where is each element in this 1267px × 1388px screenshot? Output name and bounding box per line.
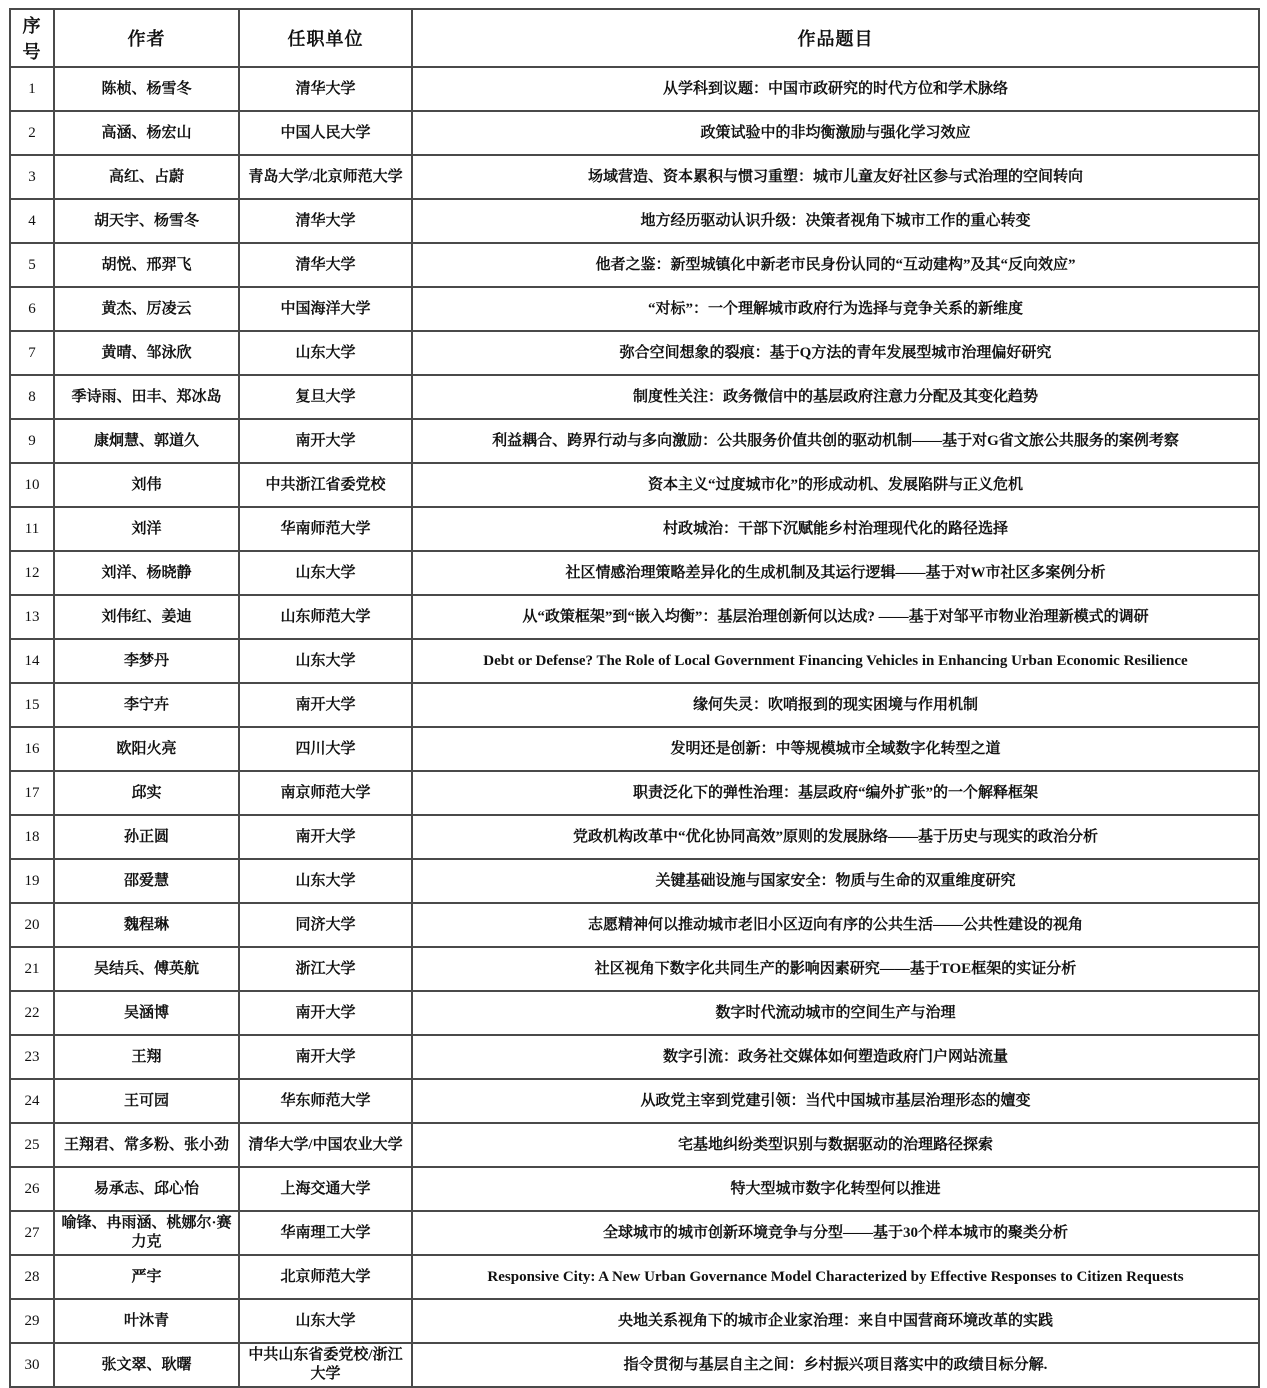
affiliation-cell: 山东大学 <box>239 551 412 595</box>
row-number-cell: 4 <box>10 199 54 243</box>
paper-title-cell: 从学科到议题：中国市政研究的时代方位和学术脉络 <box>412 67 1259 111</box>
row-number-cell: 20 <box>10 903 54 947</box>
authors-cell: 吴涵博 <box>54 991 239 1035</box>
row-number-cell: 18 <box>10 815 54 859</box>
table-row <box>10 1035 1259 1079</box>
authors-cell: 喻锋、冉雨涵、桃娜尔·赛力克 <box>54 1211 239 1255</box>
authors-cell: 易承志、邱心怡 <box>54 1167 239 1211</box>
authors-cell: 陈桢、杨雪冬 <box>54 67 239 111</box>
row-number-cell: 16 <box>10 727 54 771</box>
paper-title-cell: 党政机构改革中“优化协同高效”原则的发展脉络——基于历史与现实的政治分析 <box>412 815 1259 859</box>
paper-title-cell: “对标”：一个理解城市政府行为选择与竞争关系的新维度 <box>412 287 1259 331</box>
affiliation-cell: 南京师范大学 <box>239 771 412 815</box>
table-row <box>10 1255 1259 1299</box>
table-row <box>10 1343 1259 1387</box>
authors-cell: 王翔君、常多粉、张小劲 <box>54 1123 239 1167</box>
paper-title-cell: 特大型城市数字化转型何以推进 <box>412 1167 1259 1211</box>
affiliation-cell: 华南理工大学 <box>239 1211 412 1255</box>
affiliation-cell: 南开大学 <box>239 991 412 1035</box>
affiliation-cell: 南开大学 <box>239 419 412 463</box>
affiliation-cell: 四川大学 <box>239 727 412 771</box>
row-number-cell: 6 <box>10 287 54 331</box>
table-row <box>10 463 1259 507</box>
row-number-cell: 3 <box>10 155 54 199</box>
affiliation-cell: 南开大学 <box>239 1035 412 1079</box>
affiliation-cell: 清华大学/中国农业大学 <box>239 1123 412 1167</box>
table-row <box>10 683 1259 727</box>
affiliation-cell: 上海交通大学 <box>239 1167 412 1211</box>
affiliation-cell: 山东大学 <box>239 859 412 903</box>
row-number-cell: 26 <box>10 1167 54 1211</box>
row-number-cell: 9 <box>10 419 54 463</box>
table-row <box>10 1299 1259 1343</box>
paper-title-cell: 志愿精神何以推动城市老旧小区迈向有序的公共生活——公共性建设的视角 <box>412 903 1259 947</box>
affiliation-cell: 北京师范大学 <box>239 1255 412 1299</box>
row-number-cell: 28 <box>10 1255 54 1299</box>
affiliation-cell: 清华大学 <box>239 243 412 287</box>
paper-title-cell: 场域营造、资本累积与惯习重塑：城市儿童友好社区参与式治理的空间转向 <box>412 155 1259 199</box>
affiliation-cell: 山东大学 <box>239 331 412 375</box>
paper-title-cell: 职责泛化下的弹性治理：基层政府“编外扩张”的一个解释框架 <box>412 771 1259 815</box>
paper-title-cell: 村政城治：干部下沉赋能乡村治理现代化的路径选择 <box>412 507 1259 551</box>
affiliation-cell: 华东师范大学 <box>239 1079 412 1123</box>
row-number-cell: 1 <box>10 67 54 111</box>
table-row <box>10 287 1259 331</box>
paper-title-cell: 全球城市的城市创新环境竞争与分型——基于30个样本城市的聚类分析 <box>412 1211 1259 1255</box>
paper-title-cell: 他者之鉴：新型城镇化中新老市民身份认同的“互动建构”及其“反向效应” <box>412 243 1259 287</box>
authors-cell: 孙正圆 <box>54 815 239 859</box>
authors-cell: 张文翠、耿曙 <box>54 1343 239 1387</box>
table-row <box>10 111 1259 155</box>
row-number-cell: 11 <box>10 507 54 551</box>
paper-title-cell: 社区情感治理策略差异化的生成机制及其运行逻辑——基于对W市社区多案例分析 <box>412 551 1259 595</box>
table-row <box>10 815 1259 859</box>
paper-title-cell: 资本主义“过度城市化”的形成动机、发展陷阱与正义危机 <box>412 463 1259 507</box>
paper-title-cell: 数字引流：政务社交媒体如何塑造政府门户网站流量 <box>412 1035 1259 1079</box>
paper-title-cell: 央地关系视角下的城市企业家治理：来自中国营商环境改革的实践 <box>412 1299 1259 1343</box>
paper-title-cell: 社区视角下数字化共同生产的影响因素研究——基于TOE框架的实证分析 <box>412 947 1259 991</box>
row-number-cell: 7 <box>10 331 54 375</box>
table-row <box>10 1211 1259 1255</box>
authors-cell: 魏程琳 <box>54 903 239 947</box>
affiliation-cell: 中共浙江省委党校 <box>239 463 412 507</box>
row-number-cell: 22 <box>10 991 54 1035</box>
table-row <box>10 1123 1259 1167</box>
table-row <box>10 419 1259 463</box>
affiliation-cell: 华南师范大学 <box>239 507 412 551</box>
paper-title-cell: 制度性关注：政务微信中的基层政府注意力分配及其变化趋势 <box>412 375 1259 419</box>
authors-cell: 高涵、杨宏山 <box>54 111 239 155</box>
table-row <box>10 947 1259 991</box>
authors-cell: 刘洋 <box>54 507 239 551</box>
table-row <box>10 991 1259 1035</box>
authors-cell: 李梦丹 <box>54 639 239 683</box>
row-number-cell: 15 <box>10 683 54 727</box>
row-number-cell: 2 <box>10 111 54 155</box>
authors-cell: 季诗雨、田丰、郑冰岛 <box>54 375 239 419</box>
affiliation-cell: 南开大学 <box>239 815 412 859</box>
paper-title-cell: 宅基地纠纷类型识别与数据驱动的治理路径探索 <box>412 1123 1259 1167</box>
authors-cell: 刘洋、杨晓静 <box>54 551 239 595</box>
table-row <box>10 155 1259 199</box>
row-number-cell: 10 <box>10 463 54 507</box>
authors-cell: 胡天宇、杨雪冬 <box>54 199 239 243</box>
affiliation-cell: 南开大学 <box>239 683 412 727</box>
paper-title-cell: 指令贯彻与基层自主之间：乡村振兴项目落实中的政绩目标分解. <box>412 1343 1259 1387</box>
affiliation-cell: 青岛大学/北京师范大学 <box>239 155 412 199</box>
authors-cell: 王可园 <box>54 1079 239 1123</box>
table-row <box>10 67 1259 111</box>
authors-cell: 叶沐青 <box>54 1299 239 1343</box>
paper-title-cell: 从“政策框架”到“嵌入均衡”：基层治理创新何以达成? ——基于对邹平市物业治理新模式的调研 <box>412 595 1259 639</box>
table-row <box>10 199 1259 243</box>
table-row <box>10 595 1259 639</box>
paper-title-cell: 关键基础设施与国家安全：物质与生命的双重维度研究 <box>412 859 1259 903</box>
affiliation-cell: 清华大学 <box>239 67 412 111</box>
paper-title-cell: Debt or Defense? The Role of Local Government Financing Vehicles in Enhancing Urban Economic Resilience <box>412 639 1259 683</box>
authors-cell: 欧阳火亮 <box>54 727 239 771</box>
row-number-cell: 24 <box>10 1079 54 1123</box>
table-row <box>10 551 1259 595</box>
affiliation-cell: 山东大学 <box>239 1299 412 1343</box>
paper-title-cell: Responsive City: A New Urban Governance Model Characterized by Effective Responses to Citizen Requests <box>412 1255 1259 1299</box>
authors-cell: 刘伟红、姜迪 <box>54 595 239 639</box>
row-number-cell: 23 <box>10 1035 54 1079</box>
row-number-cell: 19 <box>10 859 54 903</box>
authors-cell: 黄杰、厉凌云 <box>54 287 239 331</box>
paper-title-cell: 政策试验中的非均衡激励与强化学习效应 <box>412 111 1259 155</box>
paper-title-cell: 利益耦合、跨界行动与多向激励：公共服务价值共创的驱动机制——基于对G省文旅公共服务的案例考察 <box>412 419 1259 463</box>
header-row <box>10 9 1259 67</box>
row-number-cell: 14 <box>10 639 54 683</box>
table-row <box>10 771 1259 815</box>
authors-cell: 邱实 <box>54 771 239 815</box>
affiliation-cell: 中国海洋大学 <box>239 287 412 331</box>
affiliation-cell: 复旦大学 <box>239 375 412 419</box>
table-row <box>10 727 1259 771</box>
papers-table <box>9 8 1260 1388</box>
table-row <box>10 859 1259 903</box>
authors-cell: 邵爱慧 <box>54 859 239 903</box>
affiliation-cell: 清华大学 <box>239 199 412 243</box>
row-number-cell: 30 <box>10 1343 54 1387</box>
row-number-cell: 29 <box>10 1299 54 1343</box>
affiliation-cell: 中共山东省委党校/浙江大学 <box>239 1343 412 1387</box>
row-number-cell: 8 <box>10 375 54 419</box>
row-number-cell: 5 <box>10 243 54 287</box>
paper-title-cell: 数字时代流动城市的空间生产与治理 <box>412 991 1259 1035</box>
header-title: 作品题目 <box>412 9 1259 67</box>
row-number-cell: 27 <box>10 1211 54 1255</box>
authors-cell: 严宇 <box>54 1255 239 1299</box>
paper-title-cell: 地方经历驱动认识升级：决策者视角下城市工作的重心转变 <box>412 199 1259 243</box>
row-number-cell: 12 <box>10 551 54 595</box>
table-row <box>10 1079 1259 1123</box>
table-row <box>10 639 1259 683</box>
table-row <box>10 331 1259 375</box>
header-number: 序号 <box>10 9 54 67</box>
paper-title-cell: 弥合空间想象的裂痕：基于Q方法的青年发展型城市治理偏好研究 <box>412 331 1259 375</box>
table-row <box>10 375 1259 419</box>
affiliation-cell: 中国人民大学 <box>239 111 412 155</box>
row-number-cell: 13 <box>10 595 54 639</box>
authors-cell: 高红、占蔚 <box>54 155 239 199</box>
authors-cell: 王翔 <box>54 1035 239 1079</box>
row-number-cell: 25 <box>10 1123 54 1167</box>
authors-cell: 刘伟 <box>54 463 239 507</box>
authors-cell: 康炯慧、郭道久 <box>54 419 239 463</box>
table-row <box>10 1167 1259 1211</box>
paper-title-cell: 发明还是创新：中等规模城市全域数字化转型之道 <box>412 727 1259 771</box>
table-row <box>10 903 1259 947</box>
affiliation-cell: 山东大学 <box>239 639 412 683</box>
authors-cell: 吴结兵、傅英航 <box>54 947 239 991</box>
affiliation-cell: 同济大学 <box>239 903 412 947</box>
paper-title-cell: 缘何失灵：吹哨报到的现实困境与作用机制 <box>412 683 1259 727</box>
table-body <box>10 67 1259 1387</box>
affiliation-cell: 浙江大学 <box>239 947 412 991</box>
header-affiliation: 任职单位 <box>239 9 412 67</box>
affiliation-cell: 山东师范大学 <box>239 595 412 639</box>
paper-title-cell: 从政党主宰到党建引领：当代中国城市基层治理形态的嬗变 <box>412 1079 1259 1123</box>
authors-cell: 李宁卉 <box>54 683 239 727</box>
row-number-cell: 17 <box>10 771 54 815</box>
row-number-cell: 21 <box>10 947 54 991</box>
authors-cell: 胡悦、邢羿飞 <box>54 243 239 287</box>
authors-cell: 黄晴、邹泳欣 <box>54 331 239 375</box>
table-row <box>10 243 1259 287</box>
header-authors: 作者 <box>54 9 239 67</box>
table-row <box>10 507 1259 551</box>
